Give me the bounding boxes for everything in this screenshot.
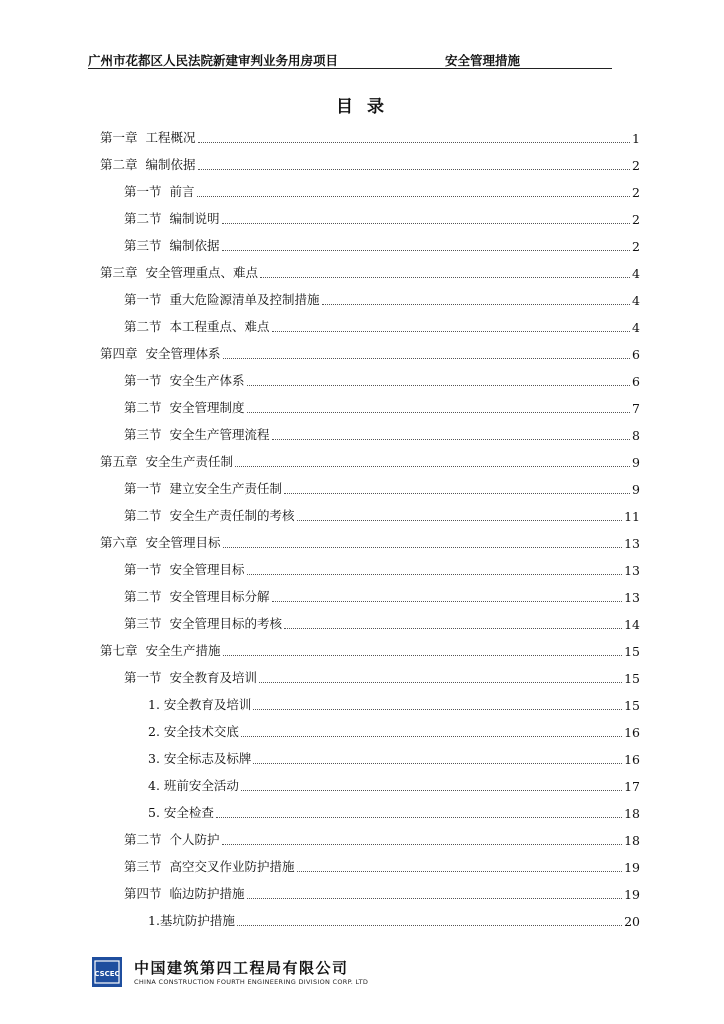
toc-dot-leader — [253, 709, 622, 710]
toc-entry[interactable] — [100, 528, 640, 555]
toc-dot-leader — [272, 331, 631, 332]
toc-entry[interactable] — [100, 663, 640, 690]
toc-entry[interactable] — [100, 285, 640, 312]
toc-entry-number: 第一节 — [124, 184, 162, 199]
toc-entry-page: 7 — [632, 401, 640, 416]
toc-dot-leader — [297, 871, 623, 872]
toc-entry[interactable] — [100, 690, 640, 717]
toc-entry[interactable] — [100, 231, 640, 258]
toc-entry-text: 建立安全生产责任制 — [169, 481, 283, 496]
toc-entry-text: 编制说明 — [169, 211, 220, 226]
toc-entry-page: 13 — [624, 536, 640, 551]
toc-entry-text: 前言 — [169, 184, 195, 199]
toc-entry-text: 安全生产责任制 — [145, 454, 234, 469]
toc-entry-page: 15 — [624, 671, 640, 686]
toc-entry-text: 安全生产管理流程 — [169, 427, 270, 442]
toc-entry-page: 15 — [624, 644, 640, 659]
toc-entry-text: 安全管理重点、难点 — [145, 265, 259, 280]
toc-entry-page: 9 — [632, 455, 640, 470]
toc-entry-text: 本工程重点、难点 — [169, 319, 270, 334]
toc-entry-page: 13 — [624, 590, 640, 605]
toc-title: 目 录 — [336, 97, 388, 117]
toc-entry-text: 3. 安全标志及标牌 — [148, 751, 252, 766]
toc-entry[interactable] — [100, 852, 640, 879]
toc-entry[interactable] — [100, 582, 640, 609]
toc-dot-leader — [197, 196, 631, 197]
toc-entry-text: 临边防护措施 — [169, 886, 245, 901]
toc-entry[interactable] — [100, 825, 640, 852]
toc-entry-text: 安全生产措施 — [145, 643, 221, 658]
toc-entry-page: 9 — [632, 482, 640, 497]
toc-dot-leader — [260, 277, 630, 278]
toc-dot-leader — [297, 520, 623, 521]
toc-entry-number: 第一节 — [124, 562, 162, 577]
toc-entry-page: 18 — [624, 833, 640, 848]
toc-entry-page: 1 — [632, 131, 640, 146]
logo-text: CSCEC — [94, 970, 120, 978]
toc-entry-number: 第三节 — [124, 859, 162, 874]
toc-entry-text: 编制依据 — [145, 157, 196, 172]
toc-entry-number: 第二节 — [124, 319, 162, 334]
toc-entry-text: 安全管理目标分解 — [169, 589, 270, 604]
toc-dot-leader — [253, 763, 622, 764]
page-header — [88, 50, 612, 69]
toc-dot-leader — [247, 412, 631, 413]
toc-dot-leader — [237, 925, 622, 926]
toc-entry-text: 安全管理目标 — [169, 562, 245, 577]
toc-entry[interactable] — [100, 366, 640, 393]
toc-entry[interactable] — [100, 771, 640, 798]
toc-entry-number: 第四章 — [100, 346, 138, 361]
toc-entry-page: 19 — [624, 887, 640, 902]
toc-entry[interactable] — [100, 312, 640, 339]
toc-dot-leader — [198, 169, 631, 170]
toc-entry-text: 安全管理体系 — [145, 346, 221, 361]
toc-entry-text: 重大危险源清单及控制措施 — [169, 292, 320, 307]
toc-dot-leader — [247, 385, 631, 386]
company-name-en: CHINA CONSTRUCTION FOURTH ENGINEERING DIVISION CORP. LTD — [134, 978, 369, 986]
toc-entry-number: 第一节 — [124, 670, 162, 685]
toc-entry[interactable] — [100, 609, 640, 636]
toc-entry-page: 4 — [632, 320, 640, 335]
toc-entry-text: 安全生产体系 — [169, 373, 245, 388]
toc-entry-number: 第四节 — [124, 886, 162, 901]
toc-entry-number: 第五章 — [100, 454, 138, 469]
toc-entry[interactable] — [100, 393, 640, 420]
toc-entry[interactable] — [100, 879, 640, 906]
toc-entry-number: 第二节 — [124, 211, 162, 226]
toc-entry-page: 16 — [624, 725, 640, 740]
toc-dot-leader — [223, 358, 631, 359]
toc-entry[interactable] — [100, 204, 640, 231]
toc-entry-page: 13 — [624, 563, 640, 578]
toc-entry-page: 14 — [624, 617, 640, 632]
toc-entry-text: 1. 安全教育及培训 — [148, 697, 252, 712]
toc-dot-leader — [216, 817, 622, 818]
toc-entry[interactable] — [100, 555, 640, 582]
toc-entry-number: 第二节 — [124, 832, 162, 847]
toc-entry-page: 16 — [624, 752, 640, 767]
toc-dot-leader — [259, 682, 622, 683]
toc-dot-leader — [284, 493, 630, 494]
toc-entry-page: 4 — [632, 266, 640, 281]
toc-dot-leader — [247, 898, 623, 899]
toc-dot-leader — [222, 844, 623, 845]
toc-entry-page: 6 — [632, 347, 640, 362]
toc-entry-number: 第七章 — [100, 643, 138, 658]
toc-entry-number: 第二节 — [124, 400, 162, 415]
toc-entry-number: 第三节 — [124, 238, 162, 253]
toc-entry-text: 个人防护 — [169, 832, 220, 847]
toc-entry[interactable] — [100, 177, 640, 204]
toc-entry-number: 第一节 — [124, 292, 162, 307]
toc-entry-text: 编制依据 — [169, 238, 220, 253]
toc-entry-text: 安全管理目标 — [145, 535, 221, 550]
toc-entry[interactable] — [100, 906, 640, 933]
toc-entry-text: 安全生产责任制的考核 — [169, 508, 295, 523]
toc-dot-leader — [222, 250, 631, 251]
toc-dot-leader — [284, 628, 622, 629]
toc-entry-text: 工程概况 — [145, 130, 196, 145]
toc-entry-number: 第三节 — [124, 616, 162, 631]
toc-dot-leader — [223, 655, 623, 656]
header-project-name: 广州市花都区人民法院新建审判业务用房项目 — [88, 53, 339, 68]
toc-entry-page: 2 — [632, 239, 640, 254]
toc-entry-page: 11 — [624, 509, 640, 524]
table-of-contents — [100, 123, 640, 933]
toc-dot-leader — [247, 574, 623, 575]
toc-dot-leader — [272, 439, 631, 440]
toc-dot-leader — [322, 304, 631, 305]
toc-entry[interactable] — [100, 636, 640, 663]
toc-entry-number: 第一节 — [124, 481, 162, 496]
toc-entry-text: 2. 安全技术交底 — [148, 724, 239, 739]
toc-entry-page: 6 — [632, 374, 640, 389]
toc-dot-leader — [223, 547, 623, 548]
toc-entry[interactable] — [100, 501, 640, 528]
toc-dot-leader — [235, 466, 630, 467]
toc-entry-page: 2 — [632, 185, 640, 200]
cscec-logo-icon — [92, 957, 122, 987]
toc-entry-text: 1.基坑防护措施 — [148, 913, 235, 928]
toc-entry[interactable] — [100, 150, 640, 177]
toc-entry-page: 17 — [624, 779, 640, 794]
toc-entry[interactable] — [100, 339, 640, 366]
toc-dot-leader — [241, 736, 622, 737]
toc-entry-page: 15 — [624, 698, 640, 713]
toc-entry[interactable] — [100, 420, 640, 447]
toc-entry-number: 第一节 — [124, 373, 162, 388]
toc-entry-number: 第一章 — [100, 130, 138, 145]
toc-entry-number: 第二节 — [124, 589, 162, 604]
toc-entry-page: 2 — [632, 158, 640, 173]
toc-entry-text: 安全管理目标的考核 — [169, 616, 283, 631]
toc-entry-page: 4 — [632, 293, 640, 308]
header-doc-title: 安全管理措施 — [445, 53, 521, 68]
toc-entry-number: 第三节 — [124, 427, 162, 442]
toc-dot-leader — [198, 142, 631, 143]
toc-entry-page: 8 — [632, 428, 640, 443]
toc-entry-number: 第三章 — [100, 265, 138, 280]
toc-entry-text: 安全管理制度 — [169, 400, 245, 415]
toc-entry-page: 20 — [624, 914, 640, 929]
toc-entry-number: 第二章 — [100, 157, 138, 172]
toc-entry-page: 19 — [624, 860, 640, 875]
toc-entry-number: 第六章 — [100, 535, 138, 550]
toc-dot-leader — [272, 601, 623, 602]
toc-entry[interactable] — [100, 744, 640, 771]
company-name-cn: 中国建筑第四工程局有限公司 — [134, 959, 349, 977]
toc-entry[interactable] — [100, 447, 640, 474]
toc-dot-leader — [222, 223, 631, 224]
toc-entry[interactable] — [100, 474, 640, 501]
toc-dot-leader — [241, 790, 622, 791]
toc-entry-text: 5. 安全检查 — [148, 805, 214, 820]
toc-entry[interactable] — [100, 798, 640, 825]
toc-entry-page: 18 — [624, 806, 640, 821]
toc-entry-text: 安全教育及培训 — [169, 670, 258, 685]
toc-entry[interactable] — [100, 258, 640, 285]
toc-entry-text: 4. 班前安全活动 — [148, 778, 239, 793]
toc-entry-number: 第二节 — [124, 508, 162, 523]
toc-entry[interactable] — [100, 123, 640, 150]
toc-entry[interactable] — [100, 717, 640, 744]
toc-entry-page: 2 — [632, 212, 640, 227]
toc-entry-text: 高空交叉作业防护措施 — [169, 859, 295, 874]
